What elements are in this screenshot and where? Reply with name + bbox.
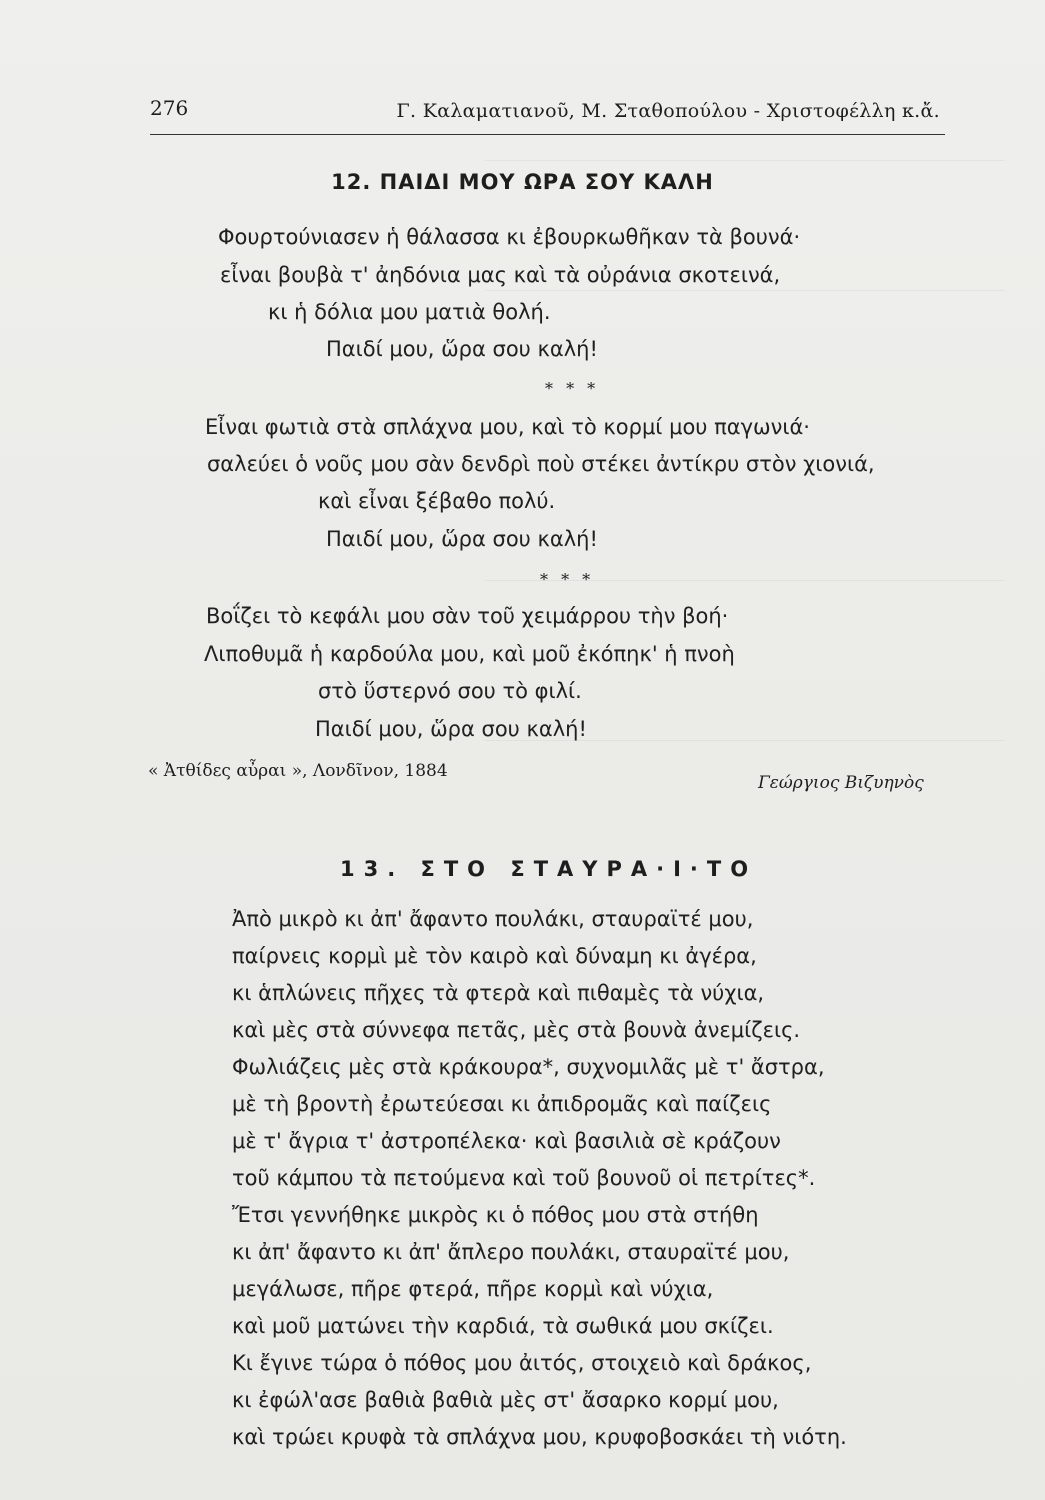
verse-line: σαλεύει ὁ νοῦς μου σὰν δενδρὶ ποὺ στέκει ἀντίκρυ στὸν χιονιά,	[207, 452, 875, 476]
source-citation: « Ἀτθίδες αὖραι », Λονδῖνον, 1884	[148, 761, 448, 781]
verse-line: καὶ τρώει κρυφὰ τὰ σπλάχνα μου, κρυφοβοσκάει τὴ νιότη.	[232, 1425, 847, 1449]
bleed-through	[485, 290, 1005, 291]
poem-12-title: 12. ΠΑΙΔΙ ΜΟΥ ΩΡΑ ΣΟΥ ΚΑΛΗ	[331, 170, 714, 194]
verse-line: εἶναι βουβὰ τ' ἀηδόνια μας καὶ τὰ οὐράνια σκοτεινά,	[220, 263, 781, 287]
verse-line: παίρνεις κορμὶ μὲ τὸν καιρὸ καὶ δύναμη κι ἀγέρα,	[232, 944, 757, 968]
verse-line: καὶ μὲς στὰ σύννεφα πετᾶς, μὲς στὰ βουνὰ ἀνεμίζεις.	[232, 1018, 801, 1042]
verse-line: μεγάλωσε, πῆρε φτερά, πῆρε κορμὶ καὶ νύχια,	[232, 1277, 714, 1301]
bleed-through	[485, 160, 1005, 161]
verse-line: Εἶναι φωτιὰ στὰ σπλάχνα μου, καὶ τὸ κορμί μου παγωνιά·	[205, 415, 810, 439]
verse-line: Παιδί μου, ὥρα σου καλή!	[326, 337, 598, 361]
verse-line: κι ἡ δόλια μου ματιὰ θολή.	[268, 300, 551, 324]
verse-line: μὲ τ' ἄγρια τ' ἀστροπέλεκα· καὶ βασιλιὰ σὲ κράζουν	[232, 1129, 781, 1153]
verse-line: στὸ ὕστερνό σου τὸ φιλί.	[318, 679, 582, 703]
verse-line: Παιδί μου, ὥρα σου καλή!	[315, 717, 587, 741]
verse-line: Παιδί μου, ὥρα σου καλή!	[326, 527, 598, 551]
verse-line: Ἔτσι γεννήθηκε μικρὸς κι ὁ πόθος μου στὰ στήθη	[232, 1203, 759, 1227]
verse-line: κι ἐφώλ'ασε βαθιὰ βαθιὰ μὲς στ' ἄσαρκο κορμί μου,	[232, 1388, 779, 1412]
verse-line: κι ἁπλώνεις πῆχες τὰ φτερὰ καὶ πιθαμὲς τὰ νύχια,	[232, 981, 765, 1005]
verse-line: Βοΐζει τὸ κεφάλι μου σὰν τοῦ χειμάρρου τὴν βοή·	[206, 604, 729, 628]
running-head: Γ. Καλαματιανοῦ, Μ. Σταθοπούλου - Χριστοφέλλη κ.ἄ.	[396, 100, 940, 122]
stanza-separator: * * *	[540, 570, 595, 589]
poem-13-title: 13. ΣΤΟ ΣΤΑΥΡΑ·Ι·ΤΟ	[340, 857, 758, 881]
verse-line: καὶ εἶναι ξέβαθο πολύ.	[318, 489, 556, 513]
header-rule	[150, 134, 945, 135]
verse-line: Ἀπὸ μικρὸ κι ἀπ' ἄφαντο πουλάκι, σταυραϊτέ μου,	[232, 907, 754, 931]
verse-line: τοῦ κάμπου τὰ πετούμενα καὶ τοῦ βουνοῦ οἱ πετρίτες*.	[232, 1166, 816, 1190]
verse-line: καὶ μοῦ ματώνει τὴν καρδιά, τὰ σωθικά μου σκίζει.	[232, 1314, 774, 1338]
verse-line: Λιποθυμᾶ ἡ καρδούλα μου, καὶ μοῦ ἐκόπηκ' ἡ πνοὴ	[204, 642, 735, 666]
verse-line: μὲ τὴ βροντὴ ἐρωτεύεσαι κι ἀπιδρομᾶς καὶ παίζεις	[232, 1092, 772, 1116]
verse-line: Κι ἔγινε τώρα ὁ πόθος μου ἀιτός, στοιχειὸ καὶ δράκος,	[232, 1351, 812, 1375]
verse-line: κι ἀπ' ἄφαντο κι ἀπ' ἄπλερο πουλάκι, σταυραϊτέ μου,	[232, 1240, 790, 1264]
page-number: 276	[150, 96, 189, 120]
verse-line: Φουρτούνιασεν ἡ θάλασσα κι ἐβουρκωθῆκαν τὰ βουνά·	[218, 225, 801, 249]
poem-author: Γεώργιος Βιζυηνὸς	[758, 773, 924, 793]
verse-line: Φωλιάζεις μὲς στὰ κράκουρα*, συχνομιλᾶς μὲ τ' ἄστρα,	[232, 1055, 825, 1079]
page-header	[150, 96, 940, 136]
stanza-separator: * * *	[545, 379, 600, 398]
